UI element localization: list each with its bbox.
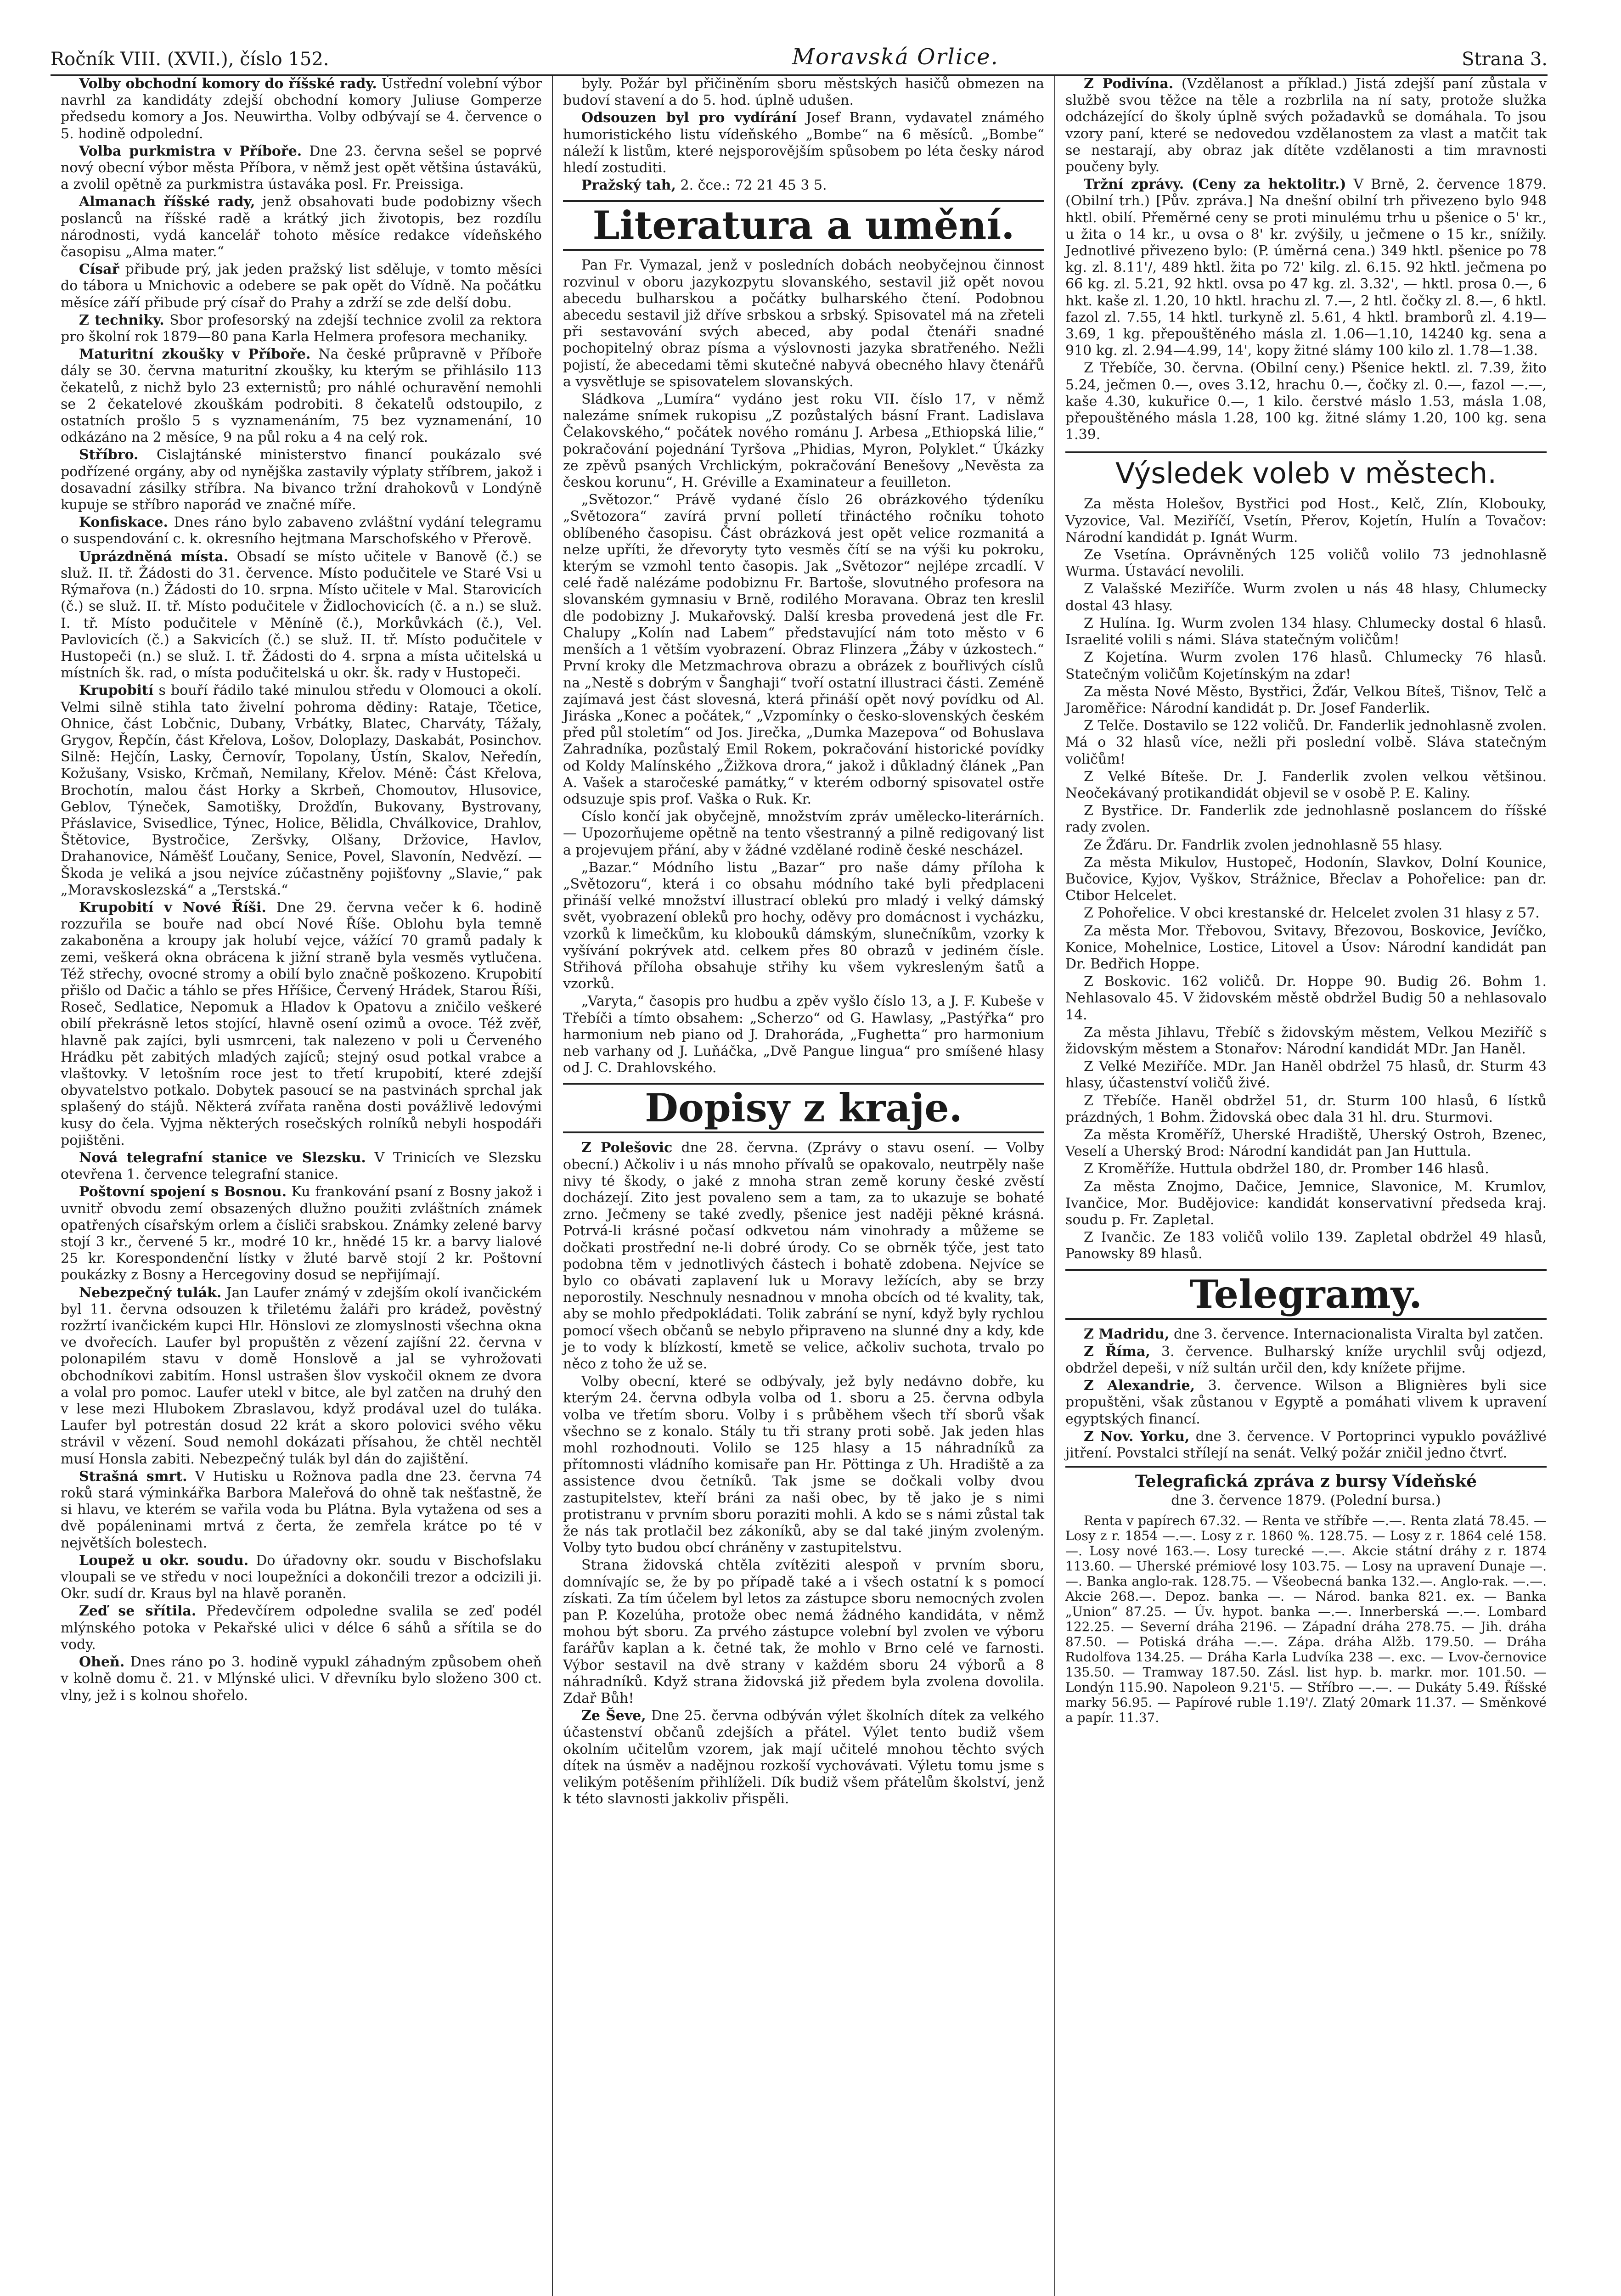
article-text: Ústřední volební výbor navrhl za kandidáty zdejší obchodní komory Juliuse Gomperze předsedu komory a Jos. Neuwirtha. Volby odbývají se 4. července o 5. hodině odpolední. — [61, 76, 542, 142]
article-paragraph — [563, 391, 1044, 491]
article-paragraph — [563, 257, 1044, 390]
article-text: dne 28. června. (Zprávy o stavu osení. — Volby obecní.) Ačkoliv i u nás mnoho přívalů se opakovalo, neutrpěly naše nivy té škody, o jaké z mnoha stran země koruny české zvěstí docházejí. Zito jest povaleno sem a tam, za to ukazuje se bohaté zrno. Ječmeny se také zvedly, pšenice jest naději pěkné krásná. Potrvá-li krásné počasí odkvetou nám vinohrady a můžeme se dočkati prostřední ne-li dobré úrody. Co se obrněk týče, jest tato podobna těm v jednotlivých částech i bohatě zdobena. Nejvíce se bylo co obávati zaplavení luk u Moravy ležících, aby se brzy neporostily. Neschnuly nesnadnou v mnoha obcích od té kvality, tak, aby se mohlo předpokládati. Tolik zabrání se nyní, když byly rychlou pomocí všech občanů se nebylo připraveno na slunné dny a kdy, kde je to vody k blízkostí, kmetě se velice, ačkoliv suchota, trvalo po něco z toho že už se. — [563, 1140, 1044, 1373]
article-paragraph — [1065, 1229, 1547, 1262]
article-heading: Volby obchodní komory do říšské rady. — [79, 76, 377, 92]
article-text: Josef Brann, vydavatel známého humoristického listu vídeňského „Bombe“ na 6 měsíců. „Bombe“ náleží k listům, které nejsporovějším spůsobem po léta česky národ hledí zostuditi. — [563, 110, 1044, 176]
article-paragraph — [61, 1603, 542, 1653]
article-heading: Almanach říšské rady, — [79, 194, 255, 210]
article-text: Za města Mor. Třebovou, Svitavy, Březovou, Boskovice, Jevíčko, Konice, Mohelnice, Lostice, Litovel a Úsov: Národní kandidát pan Dr. Bedřich Hoppe. — [1065, 923, 1547, 972]
columns — [51, 76, 1557, 2296]
article-heading: Loupež u okr. soudu. — [79, 1552, 249, 1569]
article-paragraph — [1065, 1161, 1547, 1177]
article-text: dne 3. července. V Portoprinci vypuklo povážlivé jitření. Povstalci střílejí na senát. Velký požár zničil jedno čtvrť. — [1065, 1428, 1547, 1462]
article-text: Z Telče. Dostavilo se 122 voličů. Dr. Fanderlik jednohlasně zvolen. Má o 32 hlasů více, nežli při poslední volbě. Sláva statečným voličům! — [1065, 718, 1547, 767]
article-paragraph — [61, 346, 542, 446]
article-paragraph — [1065, 1093, 1547, 1126]
article-text: Za města Kroměříž, Uherské Hradiště, Uherský Ostroh, Bzenec, Veselí a Uherský Brod: Národní kandidát pan Jan Huttula. — [1065, 1126, 1547, 1160]
article-heading: Z Madridu, — [1084, 1326, 1170, 1342]
article-text: Z Boskovic. 162 voličů. Dr. Hoppe 90. Budig 26. Bohm 1. Nehlasovalo 45. V židovském městě obdržel Budig 50 a nehlasovalo 14. — [1065, 974, 1547, 1023]
article-paragraph — [1065, 1378, 1547, 1428]
article-paragraph — [1065, 855, 1547, 905]
article-text: Na české průpravně v Příboře dály se 30. června maturitní zkoušky, ku kterým se přihlásilo 113 čekatelů, z nichž bylo 23 externistů; pro náhlé ochuravění nemohli se 2 čekatelové zkouškám podrobiti. 8 čekatelů odstoupilo, z ostatních prošlo 5 s vyznamenáním, 75 bez vyznamenání, 10 odkázáno na 2 měsíce, 9 na půl roku a 4 na celý rok. — [61, 346, 542, 446]
article-paragraph — [61, 261, 542, 311]
article-heading: Konfiskace. — [79, 514, 168, 531]
article-text: Cislajtánské ministerstvo financí poukázalo své podřízené orgány, aby od nynějška zastavily výplaty stříbrem, jakož i dosavadní zásilky stříbra. Na bivanco tržní drahokovů v Londýně kupuje se stříbro naporád ve značné míře. — [61, 447, 542, 513]
article-heading: Z Alexandrie, — [1084, 1378, 1195, 1394]
article-heading: Zeď se sřítila. — [79, 1603, 197, 1620]
article-paragraph — [61, 682, 542, 899]
article-paragraph — [61, 312, 542, 345]
article-text: Dnes ráno po 3. hodině vypukl záhadným způsobem oheň v kolně domu č. 21. v Mlýnské ulici. V dřevníku bylo složeno 300 ct. vlny, jež i s kolnou shořelo. — [61, 1654, 542, 1704]
article-paragraph — [1065, 837, 1547, 854]
article-text: Dne 29. června večer k 6. hodině rozzuřila se bouře nad obcí Nové Říše. Oblohu byla temně zakaboněna a kroupy jak holubí vejce, vážící 70 gramů padaly k zemi, veškerá okna obrácena k jižní straně byla vesměs vytlučena. Též střechy, ovocné stromy a obilí bylo značně poškozeno. Krupobití přišlo od Dačic a táhlo se přes Hříšice, Červený Hrádek, Starou Říši, Roseč, Sedlatice, Nepomuk a Hladov k Opatovu a zničilo veškeré obilí překrásně letos stojící, hlavně osení ozimů a ovoce. Též zvěř, hlavně pak zajíci, byli usmrceni, tak nalezeno v poli u Červeného Hrádku pět zabitých mladých zajíců; stejný osud potkal vrabce a vlaštovky. V letošním roce jest to třetí krupobití, které zdejší obyvatelstvo potkalo. Dobytek pasoucí se na pastvinách sprchal jak splašený do stájů. Některá zvířata raněna dosti povážlivě ledovými kusy do čela. Vyjma některých rosečských rolníků nebyli hospodáři pojištěni. — [61, 899, 542, 1148]
article-paragraph — [1065, 547, 1547, 580]
masthead-title: Moravská Orlice. — [792, 44, 999, 70]
article-paragraph — [1065, 1058, 1547, 1092]
article-paragraph — [1065, 974, 1547, 1024]
article-text: Z Kroměříže. Huttula obdržel 180, dr. Promber 146 hlasů. — [1084, 1161, 1489, 1177]
issue-number: Ročník VIII. (XVII.), číslo 152. — [51, 49, 329, 70]
article-text: Z Bystřice. Dr. Fanderlik zde jednohlasně poslancem do říšské rady zvolen. — [1065, 803, 1547, 836]
article-heading: Ze Ševe, — [581, 1708, 646, 1724]
article-paragraph — [61, 1150, 542, 1183]
article-paragraph — [563, 809, 1044, 859]
article-paragraph — [61, 900, 542, 1149]
article-text: Dne 25. června odbýván výlet školních dítek za velkého účastenství občanů zdejších a přátel. Výlet tento budiž všem okolním učitelům vzorem, jak mají učitelé mnohou těchto svých dítek na úsměv a nadějnou rozkoší vychovávati. Výletu tomu jsme s velikým potěšením přihlíželi. Dík budiž všem přátelům školství, jenž k této slavnosti jakkoliv přispěli. — [563, 1708, 1044, 1807]
article-paragraph — [1065, 649, 1547, 682]
column-3 — [1054, 76, 1557, 2296]
article-text: V Trinicích ve Slezsku otevřena 1. července telegrafní stanice. — [61, 1150, 542, 1183]
article-text: Strana židovská chtěla zvítěziti alespoň v prvním sboru, domnívajíc se, že by po případě také a i všech ostatní k s pomocí získati. Za tím účelem byl letos za zástupce sboru nemocných zvolen pan P. Kozelúha, protože obec nemá žádného kandidáta, v němž mohou být sboru. Za prvého zástupce volební byl zvolen ve výboru farářův kaplan a k. četné tak, že mohlo v Brno celé ve farnosti. Výbor sestavil na dvě strany v každém sboru 24 výborů a 8 náhradníků. Když strana židovská již předem byla zvolena dovolila. Zdař Bůh! — [563, 1557, 1044, 1707]
article-heading: Krupobití — [79, 682, 154, 699]
article-paragraph — [61, 1553, 542, 1603]
article-text: Dne 23. června sešel se poprvé nový obecní výbor města Příbora, v němž jest opět většina ústavákü, a zvolil opětně za purkmistra ústaváka posl. Fr. Preissiga. — [61, 143, 542, 193]
article-paragraph — [1065, 923, 1547, 973]
article-text: Ku frankování psaní z Bosny jakož i uvnitř obvodu zemí obsazených dlužno použiti zvláštních známek opatřených císařským orlem a čísliči srabskou. Známky zelené barvy stojí 3 kr., červené 5 kr., modré 10 kr., hnědé 15 kr. a barvy lialové 25 kr. Korespondenční lístky v žluté barvě stojí 2 kr. Poštovní poukázky z Bosny a Hercegoviny dosud se nepřijímají. — [61, 1184, 542, 1283]
bursa-title: Telegrafická zpráva z bursy Vídeňské — [1135, 1472, 1477, 1491]
column-1 — [51, 76, 552, 2296]
article-text: Volby obecní, které se odbývaly, jež byly nedávno dobře, ku kterým 24. června odbyla volba od 1. sboru a 25. června odbyla volba ve třetím sboru. Volby i s průběhem všech tří sborů však všechno se z konalo. Stály tu tři strany proti sobě. Jak jeden hlas mohl rozhodnouti. Volilo se 125 hlasy a 15 náhradníků za přítomnosti vládního komisaře pan Hr. Pöttinga z Uh. Hradiště a za assistence dvou četníků. Tak jsme se dočkali volby dvou zastupitelstev, kteří bráni za naši obec, by tě jako je s nimi protistranu v prvním sboru poraziti mohli. A kdo se s námi zůstal tak že nás tak protlačil bez zákoníků, aby se dal také jiným zvoleným. Volby tyto budou obcí chráněny v zastupitelstvu. — [563, 1373, 1044, 1556]
article-text: Pan Fr. Vymazal, jenž v posledních dobách neobyčejnou činnost rozvinul v oboru jazykozpytu slovanského, sestavil již opět novou abecedu bulharskou a počátky bulharského čtení. Podobnou abecedu sestavil již dříve srbskou a srbský. Spisovatel má na zřeteli při sestavování svých abeced, aby podal čtenáři snadné pochopitelný obraz písma a výslovnosti jazyka sbratřeného. Nežli pojistí, že abecedami těmi skutečné nabyvá obecného hlavy čtenářů a vysvětluje se spisovatelem slovanských. — [563, 257, 1044, 390]
article-heading: Pražský tah, — [581, 177, 676, 194]
article-text: Dnes ráno bylo zabaveno zvláštní vydání telegramu o suspendování c. k. okresního hejtmana Marschofského v Přerově. — [61, 514, 542, 547]
article-text: Z Třebíče, 30. června. (Obilní ceny.) Pšenice hektl. zl. 7.39, žito 5.24, ječmen 0.—, oves 3.12, hrachu 0.—, čočky zl. 0.—, fazol —.—, kaše 4.30, kukuřice 0.—, 1 kilo. čerstvé máslo 1.53, másla 1.08, přepouštěného másla 1.28, 100 kg. žitné slámy 1.20, 100 kg. sena 1.39. — [1065, 360, 1547, 443]
article-paragraph — [1065, 360, 1547, 443]
article-text: V Brně, 2. července 1879. (Obilní trh.) [Pův. zpráva.] Na dnešní obilní trh přivezeno bylo 948 hktl. obilí. Přeměrné ceny se proti minulému trhu u pšenice o 5' kr., u žita o 14 kr., u ovsa o 8' kr. zvýšily, u ječmene o 15 kr., snížily. Jednotlivé přivezeno bylo: (P. úměrná cena.) 349 hktl. pšenice po 78 kg. zl. 8.11'/, 489 hktl. žita po 72' kilg. zl. 6.15. 92 hktl. ječmena po 66 kg. zl. 5.21, 92 hktl. ovsa po 47 kg. zl. 3.32', — hktl. prosa 0.—, 6 hkt. kaše zl. 1.20, 10 hktl. hrachu zl. 7.—, 2 htl. čočky zl. 8.—, 6 hktl. fazol zl. 7.55, 14 hktl. turkyně zl. 5.61, 4 hktl. bramborů zl. 4.19—3.69, 1 kg. přepouštěného másla zl. 1.06—1.10, 14240 kg. sena a 910 kg. zl. 2.94—4.99, 14', kopy žitné slámy 100 kilo zl. 1.78—1.38. — [1065, 176, 1547, 359]
article-paragraph — [1065, 1127, 1547, 1160]
article-text: Sládkova „Lumíra“ vydáno jest roku VII. číslo 17, v němž nalezáme snímek rukopisu „Z pozůstalých básní Frant. Ladislava Čelakovského,“ počátek nového románu J. Arbesa „Ethiopská lilie,“ pokračování pojednání Tyršova „Phidias, Myron, Polyklet.“ Úkázky ze zpěvů psaných Vrchlickým, pokračování Benešovy „Nevěsta za českou korunu“, H. Gréville a Examinateur a feuilleton. — [563, 391, 1044, 491]
article-paragraph — [1065, 496, 1547, 546]
article-text: Z Kojetína. Wurm zvolen 176 hlasů. Chlumecky 76 hlasů. Statečným voličům Kojetínským na zdar! — [1065, 649, 1547, 682]
article-heading: Z Polešovic — [581, 1140, 673, 1156]
article-paragraph — [61, 143, 542, 193]
article-paragraph — [1065, 1326, 1547, 1343]
article-paragraph — [563, 1140, 1044, 1373]
article-text: Za města Jihlavu, Třebíč s židovským městem, Velkou Meziříč s židovským městem a Stonařov: Národní kandidát MDr. Jan Haněl. — [1065, 1024, 1547, 1057]
article-text: Za města Holešov, Bystřici pod Host., Kelč, Zlín, Klobouky, Vyzovice, Val. Meziříčí, Vsetín, Přerov, Kojetín, Hulín a Tovačov: Národní kandidát p. Ignát Wurm. — [1065, 496, 1547, 546]
section-telegramy: Telegramy. — [1065, 1269, 1547, 1320]
article-paragraph — [563, 860, 1044, 993]
article-text: „Světozor.“ Právě vydané číslo 26 obrázkového týdeníku „Světozora“ zavírá první polletí třináctého ročníku tohoto oblíbeného časopisu. Část obrázková jest opět velice rozmanitá a nelze upříti, že dřevoryty tyto vesměs čítí se na výši ku pokroku, kterým se vzmohl tento časopis. Jak „Světozor“ nejlépe zrcadlí. V celé řadě nalézáme podobiznu Fr. Bartoše, slovutného profesora na slovanském gymnasiu v Brně, rodilého Moravana. Obraz ten kreslil dle podobizny J. Mukařovský. Další kresba provedená jest dle Fr. Chalupy „Kolín nad Labem“ představující nám toto město v 6 menších a 1 větším vyobrazení. Obraz Flinzera „Žáby v úzkostech.“ První kroky dle Metzmachrova obrazu a obrázek z bouřlivých císlů na „Nestě s dobrým v Šanghaji“ tvoří ostatní illustraci části. Zeméně zajímavá jest část slovesná, která přináší opět nový povídku od Al. Jiráska „Konec a počátek,“ „Vzpomínky o česko-slovenských českém před půl stoletím“ od Jos. Jirečka, „Dumka Mazepova“ od Bohuslava Zahradníka, pozůstalý Emil Rokem, pokračování historické povídky od Koldy Malínského „Žižkova drora,“ jakož i důkladný článek „Pan A. Vašek a staročeské památky,“ v kterém odborný spisovatel ostře odsuzuje spis prof. Vaška o Ruk. Kr. — [563, 492, 1044, 807]
article-heading: Z Podivína. — [1084, 76, 1174, 92]
article-heading: Nová telegrafní stanice ve Slezsku. — [79, 1150, 366, 1166]
article-paragraph — [563, 1708, 1044, 1807]
article-heading: Z Nov. Yorku, — [1084, 1428, 1190, 1445]
section-dopisy: Dopisy z kraje. — [563, 1083, 1044, 1133]
divider — [1065, 1466, 1547, 1468]
article-heading: Z Říma, — [1084, 1343, 1150, 1360]
page-number: Strana 3. — [1462, 49, 1548, 70]
bursa-text: Renta v papírech 67.32. — Renta ve stříbře —.—. Renta zlatá 78.45. — Losy z r. 1854 —.—. Losy z r. 1860 %. 128.75. — Losy z r. 1864 celé 158.—. Losy nové 163.—. Losy turecké —.—. Akcie státní dráhy z r. 1874 113.60. — Uherské prémiové losy 103.75. — Losy na upravení Dunaje —.—. Banka anglo-rak. 128.75. — Všeobecná banka 132.—. Anglo-rak. —.—. Akcie 268.—. Depoz. banka —. — Národ. banka 821. ex. — Banka „Union“ 87.25. — Úv. hypot. banka —.—. Innerberská —.—. Lombard 122.25. — Severní dráha 2196. — Západní dráha 278.75. — Jih. dráha 87.50. — Potiská dráha —.—. Zápa. dráha Alžb. 179.50. — Dráha Rudolfova 134.25. — Dráha Karla Ludvíka 238 —. exc. — Lvov-černovice 135.50. — Tramway 187.50. Zásl. list hyp. b. markr. mor. 101.50. — Londýn 115.90. Napoleon 9.21'5. — Stříbro —.—. — Dukáty 5.49. Říšské marky 56.95. — Papírové ruble 1.19'/. Zlatý 20mark 11.37. — Směnkové a papír. 11.37. — [1065, 1513, 1547, 1725]
article-paragraph — [61, 1184, 542, 1283]
article-paragraph — [61, 1469, 542, 1552]
article-text: byly. Požár byl přičiněním sboru městských hasičů obmezen na budoví stavení a do 5. hod. úplně udušen. — [563, 76, 1044, 109]
article-paragraph — [563, 110, 1044, 176]
article-text: dne 3. července. Internacionalista Viralta byl zatčen. — [1173, 1326, 1544, 1342]
article-paragraph — [1065, 1179, 1547, 1229]
article-heading: Strašná smrt. — [79, 1468, 187, 1485]
article-paragraph — [1065, 718, 1547, 768]
article-paragraph — [563, 1557, 1044, 1707]
article-paragraph — [1065, 76, 1547, 175]
article-paragraph — [1065, 1344, 1547, 1377]
article-heading: Volba purkmistra v Příboře. — [79, 143, 302, 159]
article-text: (Vzdělanost a příklad.) Jistá zdejší paní zůstala v službě svou těžce na těle a rozbrlila na ní saty, protože služka odcházející do školy úplně svých požadavků se domáhala. To jsou vzory paní, které se nedovedou vzdělanostem za vlast a matčit tak se nestarají, aby obraz jak dítěte vzdělanosti a tim mravnosti poučeny byly. — [1065, 76, 1547, 175]
article-text: přibude prý, jak jeden pražský list sděluje, v tomto měsíci do tábora u Mnichovic a odebere se pak opět do Vídně. Na počátku měsíce září přibude prý císař do Prahy a zdrží se zde delší dobu. — [61, 261, 542, 311]
article-text: V Hutisku u Rožnova padla dne 23. června 74 roků stará výminkářka Barbora Maleřová do ohně tak nešťastně, že si hlavu, ve kterém se vařila voda bu Plátna. Byla vytažena od ses a dvě popáleninami mrtvá z čerta, že zemřela krátce po té v největších bolestech. — [61, 1468, 542, 1551]
article-text: Z Valašské Meziříče. Wurm zvolen u nás 48 hlasy, Chlumecky dostal 43 hlasy. — [1065, 581, 1547, 614]
article-heading: Poštovní spojení s Bosnou. — [79, 1184, 287, 1200]
article-paragraph — [1065, 176, 1547, 359]
article-heading: Císař — [79, 261, 119, 278]
article-heading: Stříbro. — [79, 447, 139, 463]
article-text: Předevčírem odpoledne svalila se zeď podél mlýnského potoka v Pekařské ulici v délce 6 sáhů a sřítila se do vody. — [61, 1603, 542, 1653]
article-text: Z Třebíče. Haněl obdržel 51, dr. Sturm 100 hlasů, 6 lístků prázdných, 1 Bohm. Židovská obec dala 31 hl. dru. Sturmovi. — [1065, 1092, 1547, 1125]
article-paragraph — [563, 993, 1044, 1076]
article-text: „Varyta,“ časopis pro hudbu a zpěv vyšlo číslo 13, a J. F. Kubeše v Třebíči a tímto obsahem: „Scherzo“ od G. Hawlasy, „Pastýřka“ pro harmonium neb piano od J. Drahoráda, „Fughetta“ pro harmonium neb varhany od J. Luňáčka, „Dvě Pangue lingua“ pro smíšené hlasy od J. C. Drahlovského. — [563, 993, 1044, 1076]
article-text: Z Velké Meziříče. MDr. Jan Haněl obdržel 75 hlasů, dr. Sturm 43 hlasy, účastenství voličů živé. — [1065, 1058, 1547, 1092]
article-text: Ze Žďáru. Dr. Fandrlik zvolen jednohlasně 55 hlasy. — [1084, 837, 1443, 853]
article-paragraph — [1065, 615, 1547, 648]
article-paragraph — [563, 492, 1044, 808]
article-paragraph — [563, 76, 1044, 109]
article-heading: Tržní zprávy. (Ceny za hektolitr.) — [1084, 176, 1346, 193]
section-literatura: Literatura a umění. — [563, 200, 1044, 251]
article-heading: Odsouzen byl pro vydírání — [581, 110, 797, 126]
article-paragraph — [1065, 769, 1547, 802]
article-text: Za města Nové Město, Bystřici, Žďár, Velkou Bíteš, Tišnov, Telč a Jaroměřice: Národní kandidát p. Dr. Josef Fanderlik. — [1065, 683, 1547, 716]
article-paragraph — [1065, 1429, 1547, 1462]
article-text: „Bazar.“ Módního listu „Bazar“ pro naše dámy příloha k „Světozoru“, která i co obsahu módního také byli předplaceni přináší velké množství illustrací oblekú pro mladý i velký dámský svět, vyobrazení obleků pro hochy, oděvy pro domácnost i vycházku, vzorků k limečkům, ku klobouků dámským, slunečníkům, vzorky k vyšívání pokrývek atd. celkem přes 80 obrazů v jediném čísle. Střihová příloha obsahuje střihy ku všem vykresleným šatů a vzorků. — [563, 859, 1044, 992]
article-text: s bouří řádilo také minulou středu v Olomouci a okolí. Velmi silně stihla tato živelní pohroma dědiny: Rataje, Tčetice, Ohnice, část Lobčnic, Dubany, Vrbátky, Blatec, Charváty, Tážaly, Grygov, Řepčín, část Křelova, Lošov, Doloplazy, Daskabát, Posinchov. Silně: Hejčín, Lasky, Černovír, Topolany, Ústín, Skalov, Neředín, Kožušany, Vsisko, Krčmaň, Nemilany, Křelov. Méně: Část Křelova, Brochotín, malou část Horky a Skrbeň, Chomoutov, Hlusovice, Geblov, Týneček, Samotišky, Drožďín, Bukovany, Bystrovany, Přáslavice, Svisedlice, Týnec, Holice, Bělidla, Chválkovice, Drahlov, Štětovice, Bystročice, Zeršvky, Olšany, Držovice, Havlov, Drahanovice, Náměšť Loučany, Senice, Povel, Slavonín, Nedvězí. — Škoda je veliká a jsou nejvíce zúčastněny pojišťovny „Slavie,“ pak „Moravskoslezská“ a „Terstská.“ — [61, 682, 542, 898]
article-paragraph — [1065, 1024, 1547, 1058]
article-heading: Krupobití v Nové Říši. — [79, 899, 266, 916]
article-paragraph — [61, 549, 542, 682]
article-text: 2. čce.: 72 21 45 3 5. — [680, 177, 827, 194]
article-text: Z Hulína. Ig. Wurm zvolen 134 hlasy. Chlumecky dostal 6 hlasů. Israelité volili s námi. Sláva statečným voličům! — [1065, 615, 1547, 648]
article-paragraph — [1065, 803, 1547, 836]
article-heading: Nebezpečný tulák. — [79, 1284, 222, 1301]
article-text: Z Ivančic. Ze 183 voličů volilo 139. Zapletal obdržel 49 hlasů, Panowsky 89 hlasů. — [1065, 1229, 1547, 1262]
article-text: Císlo končí jak obyčejně, množstvím zpráv umělecko-literárních. — Upozorňujeme opětně na tento všestranný a pilně redigovaný list a projevujem přání, aby v žádné vzdělané rodině české nescházel. — [563, 809, 1044, 858]
article-text: 3. července. Bulharský kníže urychlil svůj odjezd, obdržel depeši, v níž sultán určil den, kdy knížete přijme. — [1065, 1343, 1547, 1377]
column-2 — [552, 76, 1054, 2296]
article-text: Za města Znojmo, Dačice, Jemnice, Slavonice, M. Krumlov, Ivančice, Mor. Budějovice: kandidát konservativní předseda kraj. soudu p. Fr. Zapletal. — [1065, 1178, 1547, 1228]
article-paragraph — [61, 1285, 542, 1468]
article-text: Ze Vsetína. Oprávněných 125 voličů volilo 73 jednohlasně Wurma. Ústavácí nevolili. — [1065, 547, 1547, 580]
article-text: Do úřadovny okr. soudu v Bischofslaku vloupali se ve středu v noci loupežníci a dokončili trezor a odcizili ji. Okr. sudí dr. Kraus byl na hlavě poraněn. — [61, 1552, 542, 1602]
page-header — [51, 42, 1548, 76]
article-text: Obsadí se místo učitele v Banově (č.) se služ. II. tř. Žádosti do 31. července. Místo podučitele ve Staré Vsi u Rýmařova (n.) Žádosti do 10. srpna. Místo učitele v Mal. Starovicích (č.) se služ. II. tř. Místo podučitele v Židlochovicích (č. a n.) se služ. I. tř. Místo podučitele v Měníně (č.), Morkůvkách (č.), Vel. Pavlovicích (č.) a Sakvicích (č.) se služ. II. tř. Místo podučitele v Hustopeči (n.) se služ. I. tř. Žádosti do 4. srpna a místa učitelská u místních šk. rad, o místa podučitelská u okr. šk. rady v Hustopeči. — [61, 548, 542, 681]
article-paragraph — [563, 177, 1044, 194]
article-paragraph — [61, 447, 542, 513]
article-paragraph — [563, 1373, 1044, 1556]
article-heading: Uprázdněná místa. — [79, 548, 229, 565]
article-paragraph — [61, 1654, 542, 1704]
article-text: Z Velké Bíteše. Dr. J. Fanderlik zvolen velkou většinou. Neočekávaný protikandidát objevil se v osobě P. E. Kaliny. — [1065, 768, 1547, 801]
article-paragraph — [1065, 684, 1547, 717]
article-paragraph — [1065, 581, 1547, 614]
article-text: Sbor profesorský na zdejší technice zvolil za rektora pro školní rok 1879—80 pana Karla Helmera profesora mechaniky. — [61, 312, 542, 345]
article-text: Jan Laufer známý v zdejším okolí ivančickém byl 11. června odsouzen k třiletému žaláři pro krádež, pověstný rozžrtí ivančickém kupci Hlr. Hönslovi ze zlomyslnosti všechna okna ve dvořecích. Laufer byl propuštěn z vězení zajíšní 22. června v polonapilém stavu v domě Honslově a jal se vyhrožovati obchodníkovi zabitím. Honsl ustrašen šlov vyskočil oknem ze dvora a volal pro pomoc. Laufer utekl v bitce, ale byl zatčen na druhý den v lese mezi Hlubokem Zbraslavou, když prodával uzel do tuláka. Laufer byl potrestán dosud 22 krát a skoro polovici svého věku strávil v vězení. Soud nemohl dokázati přísahou, že chtěl nechtěl musí Honsla zabiti. Nebezpečný tulák byl dán do zajištění. — [61, 1284, 542, 1467]
article-heading: Maturitní zkoušky v Příboře. — [79, 346, 311, 363]
article-heading: Oheň. — [79, 1654, 125, 1671]
section-vysledek-voleb: Výsledek voleb v městech. — [1065, 451, 1547, 490]
article-paragraph — [61, 514, 542, 547]
article-text: 3. července. Wilson a Blignières byli sice propuštěni, však zůstanou v Egyptě a pomáhati vlivem k upravení egyptských financí. — [1065, 1378, 1547, 1427]
article-text: Za města Mikulov, Hustopeč, Hodonín, Slavkov, Dolní Kounice, Bučovice, Kyjov, Vyškov, Strážnice, Břeclav a Pohořelice: pan dr. Ctibor Helcelet. — [1065, 854, 1547, 904]
article-text: jenž obsahovati bude podobizny všech poslanců na říšské radě a krátký jich životopis, bez rozdílu národnosti, vydá kancelář tohoto měsíce redakce vídeňského časopisu „Alma mater.“ — [61, 194, 542, 260]
article-paragraph — [61, 76, 542, 142]
article-text: Z Pohořelice. V obci krestanské dr. Helcelet zvolen 31 hlasy z 57. — [1084, 905, 1540, 922]
article-paragraph — [61, 194, 542, 260]
article-paragraph — [1065, 905, 1547, 922]
article-heading: Z techniky. — [79, 312, 164, 328]
bursa-subtitle: dne 3. července 1879. (Polední bursa.) — [1171, 1492, 1441, 1509]
